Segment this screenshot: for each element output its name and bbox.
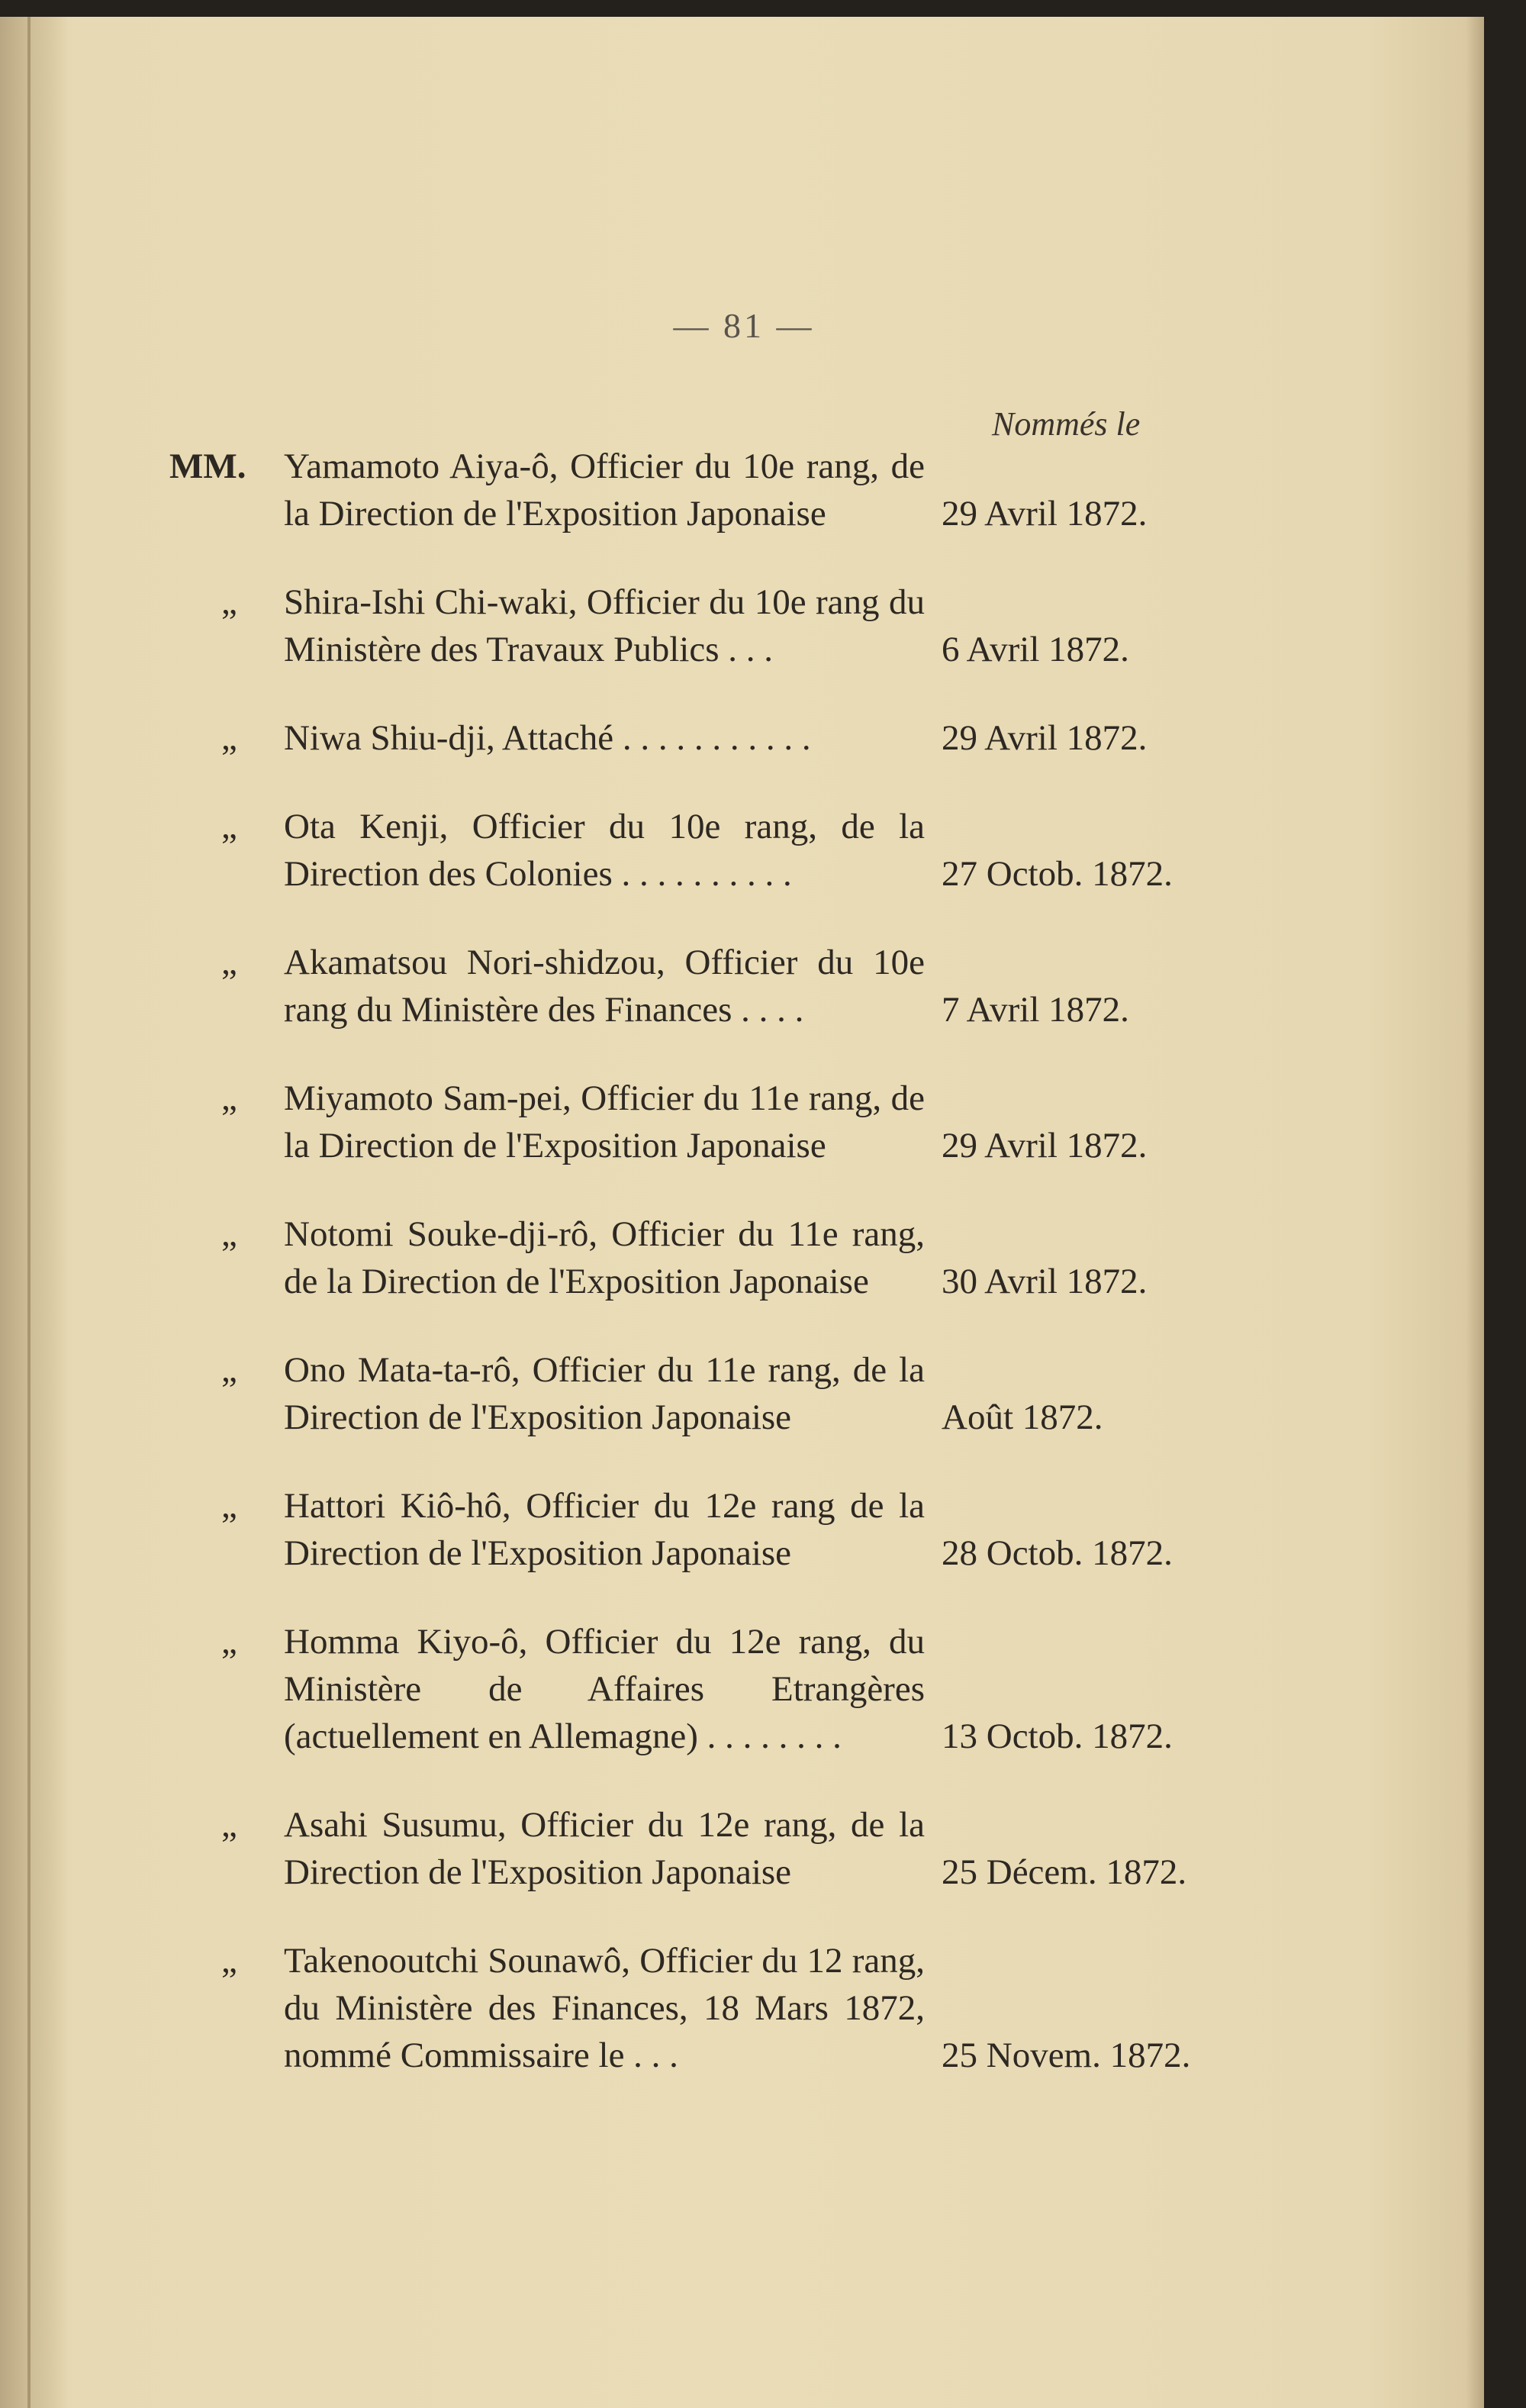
list-item	[169, 579, 1196, 673]
entry-date: 29 Avril 1872.	[942, 494, 1148, 533]
list-item	[169, 1210, 1196, 1305]
entry-date: 7 Avril 1872.	[942, 990, 1129, 1030]
list-item	[169, 443, 1196, 537]
entry-date: 30 Avril 1872.	[942, 1262, 1148, 1301]
list-item	[169, 1937, 1196, 2079]
entry-date: 25 Novem. 1872.	[942, 2036, 1191, 2075]
ditto-mark: „	[221, 1805, 237, 1845]
entry-date: 13 Octob. 1872.	[942, 1717, 1173, 1756]
ditto-mark: „	[221, 1941, 237, 1981]
column-header: Nommés le	[992, 405, 1141, 443]
list-item	[169, 714, 1196, 762]
list-item	[169, 1482, 1196, 1577]
ditto-mark: „	[221, 1486, 237, 1526]
entry-date: 29 Avril 1872.	[942, 1126, 1148, 1165]
ditto-mark: „	[221, 1214, 237, 1254]
ditto-mark: „	[221, 1622, 237, 1662]
entry-date: Août 1872.	[942, 1397, 1103, 1437]
list-item	[169, 1346, 1196, 1441]
ditto-mark: „	[221, 943, 237, 982]
entry-text: Notomi Souke-dji-rô, Officier du 11e rang, de la Direction de l'Exposition Japonaise	[284, 1214, 925, 1301]
entry-date: 25 Décem. 1872.	[942, 1852, 1187, 1892]
ditto-mark: „	[221, 718, 237, 758]
list-item	[169, 803, 1196, 898]
entry-text: Miyamoto Sam-pei, Officier du 11e rang, de la Direction de l'Exposition Japonaise	[284, 1078, 925, 1165]
list-item	[169, 1618, 1196, 1760]
entry-text: Asahi Susumu, Officier du 12e rang, de la Direction de l'Exposition Japonaise	[284, 1805, 925, 1892]
list-item	[169, 1801, 1196, 1896]
page-number: — 81 —	[673, 306, 815, 345]
binding-gutter	[0, 17, 69, 2408]
entry-date: 27 Octob. 1872.	[942, 854, 1173, 894]
entry-text: Akamatsou Nori-shidzou, Officier du 10e rang du Ministère des Finances . . . .	[284, 943, 925, 1030]
entry-prefix: MM.	[169, 446, 246, 486]
list-item	[169, 939, 1196, 1033]
entry-text: Shira-Ishi Chi-waki, Officier du 10e rang du Ministère des Travaux Publics . . .	[284, 582, 925, 669]
entry-text: Niwa Shiu-dji, Attaché . . . . . . . . . . .	[284, 718, 811, 758]
entry-text: Ono Mata-ta-rô, Officier du 11e rang, de la Direction de l'Exposition Japonaise	[284, 1350, 925, 1437]
ditto-mark: „	[221, 1078, 237, 1118]
ditto-mark: „	[221, 582, 237, 622]
entry-text: Yamamoto Aiya-ô, Officier du 10e rang, de la Direction de l'Exposition Japonaise	[284, 446, 925, 533]
binding-fold	[27, 17, 31, 2408]
entry-text: Takenooutchi Sounawô, Officier du 12 rang, du Ministère des Finances, 18 Mars 1872, nommé Commissaire le . . .	[284, 1941, 925, 2075]
entry-date: 29 Avril 1872.	[942, 718, 1148, 758]
entry-text: Homma Kiyo-ô, Officier du 12e rang, du Ministère de Affaires Etrangères (actuellement en Allemagne) . . . . . . . .	[284, 1622, 925, 1756]
entry-text: Hattori Kiô-hô, Officier du 12e rang de la Direction de l'Exposition Japonaise	[284, 1486, 925, 1573]
list-item	[169, 1075, 1196, 1169]
entry-date: 28 Octob. 1872.	[942, 1533, 1173, 1573]
entry-text: Ota Kenji, Officier du 10e rang, de la Direction des Colonies . . . . . . . . . .	[284, 807, 925, 894]
appointment-list	[169, 443, 1196, 2120]
ditto-mark: „	[221, 1350, 237, 1390]
page-edge-shadow	[1466, 17, 1484, 2408]
entry-date: 6 Avril 1872.	[942, 630, 1129, 669]
ditto-mark: „	[221, 807, 237, 846]
